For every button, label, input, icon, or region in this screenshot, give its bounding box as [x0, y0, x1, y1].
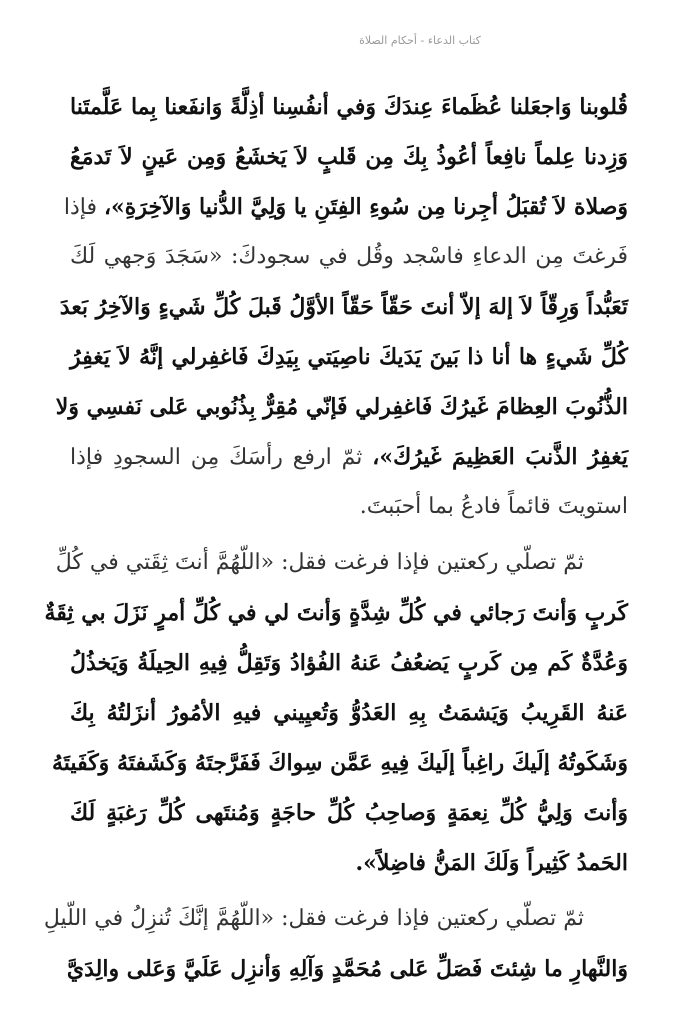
- text-line: [55, 382, 628, 432]
- instruction-text: ثمّ ارفع رأسَكَ مِن السجودِ فإذا: [70, 445, 373, 470]
- instruction-text: ثمّ تصلّي ركعتين فإذا فرغت فقل: «اللّهُمَّ أنتَ ثِقَتي في كُلِّ: [55, 550, 584, 575]
- supplication-text: وَزِدنا عِلماً نافِعاً أعُوذُ بِكَ مِن قَلبٍ لاَ يَخشَعُ وَمِن عَينٍ لاَ تَدمَعُ: [70, 144, 628, 170]
- text-line: [52, 738, 628, 788]
- text-line: [63, 182, 628, 232]
- text-line: [70, 232, 628, 282]
- text-line: [70, 82, 628, 132]
- supplication-text: كَربٍ وَأنتَ رَجائي في كُلِّ شِدَّةٍ وَأنتَ لي في كُلِّ أمرٍ نَزَلَ بي ثِقَةٌ: [44, 600, 628, 626]
- text-line: [59, 282, 628, 332]
- supplication-text: عَنهُ القَرِيبُ وَيَشمَتُ بِهِ العَدُوُّ وَتُعيِيني فيهِ الأمُورُ أنزَلتُهُ بِكَ: [70, 700, 628, 726]
- instruction-text: فإذا: [63, 195, 104, 220]
- text-line: [44, 588, 628, 638]
- text-line: [70, 788, 628, 838]
- text-line: [55, 538, 628, 588]
- text-body: [43, 82, 628, 994]
- supplication-text: وَعُدَّةٌ كَم مِن كَربٍ يَضعُفُ عَنهُ الفُؤادُ وَتَقِلُّ فِيهِ الحِيلَةُ وَيَخذُلُ: [70, 650, 628, 676]
- supplication-text: الذُّنُوبَ العِظامَ غَيرُكَ فَاغفِرلي فَإنّي مُقِرٌّ بِذُنُوبي عَلى نَفسِي وَلا: [55, 394, 628, 420]
- supplication-text: وَصلاة لاَ تُقبَلُ أجِرنا مِن سُوءِ الفِتَنِ يا وَلِيَّ الدُّنيا وَالآخِرَةِ»،: [103, 194, 628, 220]
- supplication-text: كُلِّ شَيءٍ ها أنا ذا بَينَ يَدَيكَ ناصِيَتي بِيَدِكَ فَاغفِرلي إنَّهُ لاَ يَغفِرُ: [70, 344, 628, 370]
- running-header: كتاب الدعاء - أحكام الصلاة: [359, 34, 481, 47]
- text-line: [70, 688, 628, 738]
- instruction-text: فَرغتَ مِن الدعاءِ فاسْجد وقُل في سجودكَ: «سَجَدَ وَجهي لَكَ: [70, 244, 628, 269]
- text-line: [43, 894, 628, 944]
- instruction-text: استويتَ قائماً فادعُ بما أحبَبتَ.: [359, 494, 628, 519]
- supplication-text: وَالنَّهارِ ما شِئتَ فَصَلِّ عَلى مُحَمَّدٍ وَآلِهِ وَأنزِل عَلَيَّ وَعَلى والِدَيَّ: [66, 956, 628, 982]
- supplication-text: قُلوبنا وَاجعَلنا عُظَماءَ عِندَكَ وَفي أنفُسِنا أذِلَّةً وَانفَعنا بِما عَلَّمتَنا: [70, 94, 628, 120]
- text-line: [70, 432, 628, 482]
- supplication-text: تَعَبُّداً وَرِقّاً لاَ إلهَ إلاّ أنتَ حَقّاً حَقّاً الأوَّلُ قَبلَ كُلِّ شَيءٍ وَالآخِرُ بَعدَ: [59, 294, 628, 320]
- text-line: [70, 482, 628, 532]
- text-line: [70, 332, 628, 382]
- text-line: [70, 132, 628, 182]
- supplication-text: يَغفِرُ الذَّنبَ العَظِيمَ غَيرُكَ»،: [372, 444, 628, 470]
- text-line: [70, 838, 628, 888]
- supplication-text: وَأنتَ وَلِيُّ كُلِّ نِعمَةٍ وَصاحِبُ كُلِّ حاجَةٍ وَمُنتَهى كُلِّ رَغبَةٍ لَكَ: [70, 800, 628, 826]
- supplication-text: الحَمدُ كَثِيراً وَلَكَ المَنُّ فاضِلاً».: [355, 850, 628, 876]
- text-line: [66, 944, 628, 994]
- supplication-text: وَشَكَوتُهُ إلَيكَ راغِباً إلَيكَ فِيهِ عَمَّن سِواكَ فَفَرَّجتَهُ وَكَشَفتَهُ وَكَفَيتَهُ: [52, 750, 628, 776]
- instruction-text: ثمّ تصلّي ركعتين فإذا فرغت فقل: «اللّهُمَّ إنَّكَ تُنزِلُ في اللّيلِ: [43, 906, 584, 931]
- text-line: [70, 638, 628, 688]
